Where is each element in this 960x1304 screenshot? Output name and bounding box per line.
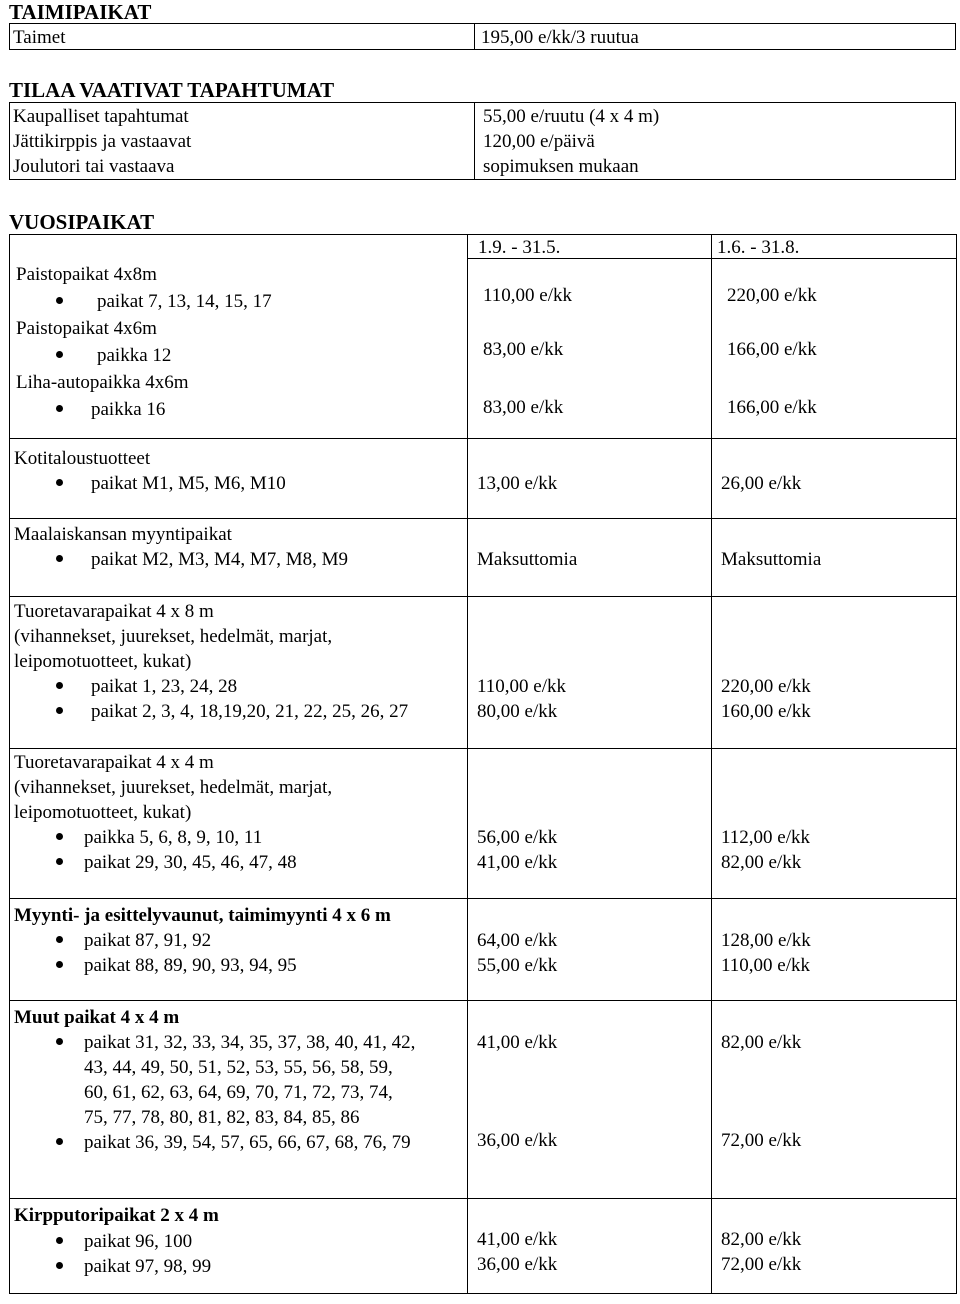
myynti-item: paikat 88, 89, 90, 93, 94, 95 bbox=[84, 955, 297, 976]
tuore4-item: paikka 5, 6, 8, 9, 10, 11 bbox=[84, 827, 263, 848]
tuore8-item: paikat 1, 23, 24, 28 bbox=[91, 676, 238, 697]
maala-price2: Maksuttomia bbox=[721, 549, 822, 570]
muut-item-line: paikat 31, 32, 33, 34, 35, 37, 38, 40, 41, 42, bbox=[84, 1032, 416, 1053]
myynti-item: paikat 87, 91, 92 bbox=[84, 930, 212, 951]
tuore8-desc: (vihannekset, juurekset, hedelmät, marjat, bbox=[14, 626, 333, 647]
bullet-icon bbox=[56, 351, 63, 358]
kirppu-title: Kirpputoripaikat 2 x 4 m bbox=[14, 1205, 219, 1226]
myynti-item-price1: 64,00 e/kk bbox=[477, 930, 558, 951]
koti-price2: 26,00 e/kk bbox=[721, 473, 802, 494]
muut-item2-price2: 72,00 e/kk bbox=[721, 1130, 802, 1151]
tuore8-title: Tuoretavarapaikat 4 x 8 m bbox=[14, 601, 214, 622]
koti-price1: 13,00 e/kk bbox=[477, 473, 558, 494]
tuore8-item-price2: 220,00 e/kk bbox=[721, 676, 811, 697]
tuore8-item-price1: 110,00 e/kk bbox=[477, 676, 567, 697]
bullet-icon bbox=[56, 1262, 63, 1269]
tilaa-row-price: 55,00 e/ruutu (4 x 4 m) bbox=[483, 106, 660, 127]
kirppu-item-price2: 72,00 e/kk bbox=[721, 1254, 802, 1275]
kirppu-item: paikat 97, 98, 99 bbox=[84, 1256, 212, 1277]
period-col1: 1.9. - 31.5. bbox=[478, 237, 561, 258]
tilaa-row-price: sopimuksen mukaan bbox=[483, 156, 639, 177]
myynti-item-price1: 55,00 e/kk bbox=[477, 955, 558, 976]
liha-title: Liha-autopaikka 4x6m bbox=[16, 372, 189, 393]
myynti-title: Myynti- ja esittelyvaunut, taimimyynti 4 x 6 m bbox=[14, 905, 391, 926]
tuore8-item: paikat 2, 3, 4, 18,19,20, 21, 22, 25, 26, 27 bbox=[91, 701, 409, 722]
taimet-price: 195,00 e/kk/3 ruutua bbox=[481, 27, 639, 48]
tuore8-item-price2: 160,00 e/kk bbox=[721, 701, 811, 722]
bullet-icon bbox=[56, 707, 63, 714]
tilaa-title: TILAA VAATIVAT TAPAHTUMAT bbox=[9, 78, 335, 102]
tuore4-item-price1: 41,00 e/kk bbox=[477, 852, 558, 873]
tilaa-row-label: Joulutori tai vastaava bbox=[13, 156, 175, 177]
taimipaikat-title: TAIMIPAIKAT bbox=[9, 0, 152, 24]
tuore4-desc: leipomotuotteet, kukat) bbox=[14, 802, 192, 823]
tuore8-item-price1: 80,00 e/kk bbox=[477, 701, 558, 722]
muut-item-line: 60, 61, 62, 63, 64, 69, 70, 71, 72, 73, 74, bbox=[84, 1082, 393, 1103]
tuore4-title: Tuoretavarapaikat 4 x 4 m bbox=[14, 752, 214, 773]
tuore4-desc: (vihannekset, juurekset, hedelmät, marjat, bbox=[14, 777, 333, 798]
koti-title: Kotitaloustuotteet bbox=[14, 448, 151, 469]
liha-price1: 83,00 e/kk bbox=[483, 397, 564, 418]
bullet-icon bbox=[56, 405, 63, 412]
muut-item2-price1: 36,00 e/kk bbox=[477, 1130, 558, 1151]
myynti-item-price2: 128,00 e/kk bbox=[721, 930, 811, 951]
vuosipaikat-title: VUOSIPAIKAT bbox=[9, 210, 155, 234]
bullet-icon bbox=[56, 833, 63, 840]
bullet-icon bbox=[56, 479, 63, 486]
paisto6-price1: 83,00 e/kk bbox=[483, 339, 564, 360]
muut-item-line: 43, 44, 49, 50, 51, 52, 53, 55, 56, 58, 59, bbox=[84, 1057, 393, 1078]
bullet-icon bbox=[56, 1138, 63, 1145]
paisto6-item: paikka 12 bbox=[97, 345, 172, 366]
muut-title: Muut paikat 4 x 4 m bbox=[14, 1007, 180, 1028]
tilaa-row-label: Kaupalliset tapahtumat bbox=[13, 106, 189, 127]
maala-item: paikat M2, M3, M4, M7, M8, M9 bbox=[91, 549, 349, 570]
muut-item2: paikat 36, 39, 54, 57, 65, 66, 67, 68, 76, 79 bbox=[84, 1132, 411, 1153]
kirppu-item-price1: 36,00 e/kk bbox=[477, 1254, 558, 1275]
myynti-item-price2: 110,00 e/kk bbox=[721, 955, 811, 976]
bullet-icon bbox=[56, 858, 63, 865]
kirppu-item: paikat 96, 100 bbox=[84, 1231, 193, 1252]
tuore4-item-price2: 82,00 e/kk bbox=[721, 852, 802, 873]
muut-item-line: 75, 77, 78, 80, 81, 82, 83, 84, 85, 86 bbox=[84, 1107, 360, 1128]
paisto8-item: paikat 7, 13, 14, 15, 17 bbox=[97, 291, 272, 312]
bullet-icon bbox=[56, 297, 63, 304]
paisto8-title: Paistopaikat 4x8m bbox=[16, 264, 157, 285]
kirppu-item-price2: 82,00 e/kk bbox=[721, 1229, 802, 1250]
tilaa-row-label: Jättikirppis ja vastaavat bbox=[13, 131, 192, 152]
tuore8-desc: leipomotuotteet, kukat) bbox=[14, 651, 192, 672]
taimet-label: Taimet bbox=[13, 27, 66, 48]
bullet-icon bbox=[56, 682, 63, 689]
koti-item: paikat M1, M5, M6, M10 bbox=[91, 473, 286, 494]
tilaa-row-price: 120,00 e/päivä bbox=[483, 131, 595, 152]
bullet-icon bbox=[56, 1237, 63, 1244]
paisto6-price2: 166,00 e/kk bbox=[727, 339, 817, 360]
bullet-icon bbox=[56, 961, 63, 968]
maala-price1: Maksuttomia bbox=[477, 549, 578, 570]
paisto8-price2: 220,00 e/kk bbox=[727, 285, 817, 306]
bullet-icon bbox=[56, 936, 63, 943]
tuore4-item-price1: 56,00 e/kk bbox=[477, 827, 558, 848]
kirppu-item-price1: 41,00 e/kk bbox=[477, 1229, 558, 1250]
maala-title: Maalaiskansan myyntipaikat bbox=[14, 524, 232, 545]
paisto6-title: Paistopaikat 4x6m bbox=[16, 318, 157, 339]
tuore4-item: paikat 29, 30, 45, 46, 47, 48 bbox=[84, 852, 297, 873]
period-col2: 1.6. - 31.8. bbox=[717, 237, 800, 258]
liha-item: paikka 16 bbox=[91, 399, 166, 420]
muut-item1-price2: 82,00 e/kk bbox=[721, 1032, 802, 1053]
liha-price2: 166,00 e/kk bbox=[727, 397, 817, 418]
paisto8-price1: 110,00 e/kk bbox=[483, 285, 573, 306]
muut-item1-price1: 41,00 e/kk bbox=[477, 1032, 558, 1053]
tuore4-item-price2: 112,00 e/kk bbox=[721, 827, 811, 848]
bullet-icon bbox=[56, 555, 63, 562]
bullet-icon bbox=[56, 1038, 63, 1045]
